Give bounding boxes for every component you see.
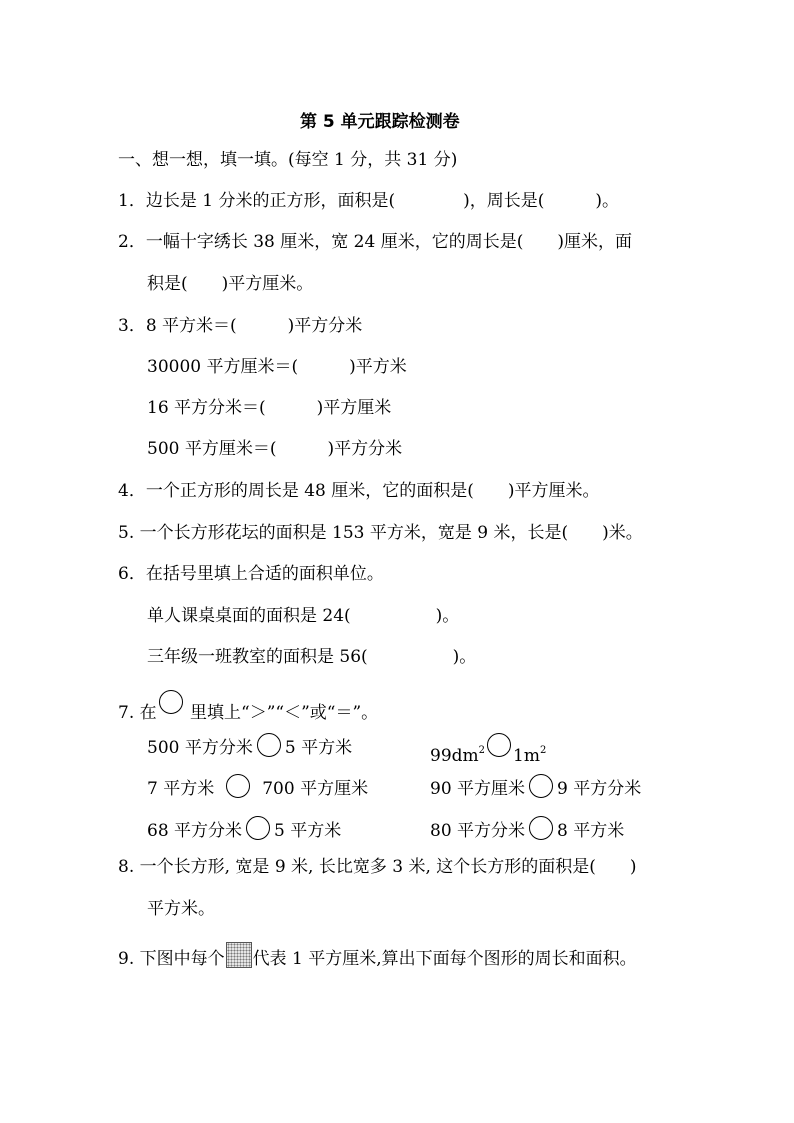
question-6-line-2: 单人课桌桌面的面积是 24( )。: [147, 606, 460, 626]
compare-circle-icon[interactable]: [529, 774, 553, 798]
question-8-line-1: 8. 一个长方形, 宽是 9 米, 长比宽多 3 米, 这个长方形的面积是( ): [118, 857, 637, 877]
question-9-rest: 代表 1 平方厘米,算出下面每个图形的周长和面积。: [252, 949, 637, 969]
compare-right: 5 平方米: [274, 821, 342, 841]
question-9-lead: 9. 下图中每个: [118, 949, 225, 969]
question-2-line-1: 2．一幅十字绣长 38 厘米，宽 24 厘米，它的周长是( )厘米，面: [118, 232, 632, 252]
compare-right: 9 平方分米: [557, 779, 642, 799]
section-heading: 一、想一想，填一填。(每空 1 分，共 31 分): [118, 150, 458, 170]
compare-right: 5 平方米: [284, 738, 353, 758]
compare-item-4: [430, 774, 641, 800]
question-8-line-2: 平方米。: [147, 899, 215, 919]
compare-item-6: [430, 816, 624, 842]
compare-circle-icon[interactable]: [226, 774, 250, 798]
compare-circle-icon[interactable]: [257, 733, 281, 757]
compare-left: 99dm: [430, 746, 479, 766]
compare-left: 90 平方厘米: [430, 779, 526, 799]
superscript: 2: [539, 745, 547, 756]
question-9: [118, 942, 637, 970]
question-6-line-3: 三年级一班教室的面积是 56( )。: [147, 647, 477, 667]
question-7-intro-rest: 里填上“＞”“＜”或“＝”。: [184, 703, 379, 723]
compare-left: 7 平方米: [147, 779, 215, 799]
compare-circle-icon[interactable]: [529, 816, 553, 840]
compare-circle-icon[interactable]: [246, 816, 270, 840]
question-5: 5. 一个长方形花坛的面积是 153 平方米，宽是 9 米，长是( )米。: [118, 523, 643, 543]
question-3-line-3: 16 平方分米＝( )平方厘米: [147, 398, 392, 418]
circle-icon: [159, 690, 183, 714]
question-3-line-2: 30000 平方厘米＝( )平方米: [147, 357, 407, 377]
question-6-line-1: 6．在括号里填上合适的面积单位。: [118, 564, 384, 584]
unit-square-icon: [226, 942, 252, 968]
page-title: 第 5 单元跟踪检测卷: [300, 112, 460, 132]
compare-right: 700 平方厘米: [262, 779, 369, 799]
question-4: 4．一个正方形的周长是 48 厘米，它的面积是( )平方厘米。: [118, 481, 600, 501]
compare-right: 1m: [513, 746, 540, 766]
compare-item-2: [430, 733, 546, 767]
compare-circle-icon[interactable]: [487, 733, 511, 757]
question-1: 1．边长是 1 分米的正方形，面积是( )，周长是( )。: [118, 191, 619, 211]
compare-left: 500 平方分米: [147, 738, 253, 758]
question-2-line-2: 积是( )平方厘米。: [147, 274, 314, 294]
superscript: 2: [478, 745, 486, 756]
question-3-line-4: 500 平方厘米＝( )平方分米: [147, 439, 403, 459]
compare-left: 68 平方分米: [147, 821, 243, 841]
compare-item-1: [147, 733, 352, 759]
compare-item-3: [147, 774, 368, 800]
compare-item-5: [147, 816, 341, 842]
question-7-intro-lead: 7. 在: [118, 703, 157, 723]
question-3-line-1: 3．8 平方米＝( )平方分米: [118, 316, 363, 336]
compare-left: 80 平方分米: [430, 821, 526, 841]
question-7-intro: [118, 690, 378, 724]
compare-right: 8 平方米: [557, 821, 625, 841]
